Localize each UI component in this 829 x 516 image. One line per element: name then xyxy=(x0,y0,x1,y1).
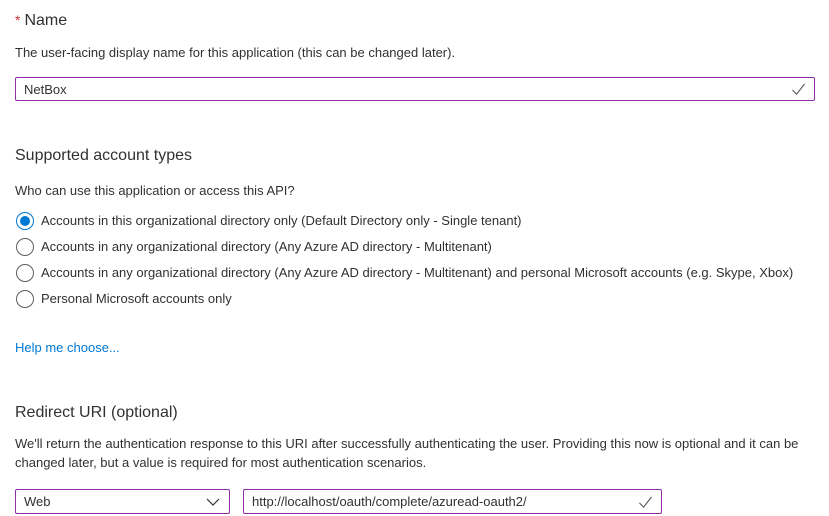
radio-label: Accounts in this organizational directory only (Default Directory only - Single tenant) xyxy=(41,213,522,228)
chevron-down-icon xyxy=(206,497,220,506)
account-types-question: Who can use this application or access this API? xyxy=(15,183,295,198)
required-asterisk: * xyxy=(15,12,21,28)
radio-label: Accounts in any organizational directory (Any Azure AD directory - Multitenant) xyxy=(41,239,492,254)
platform-select[interactable] xyxy=(15,489,230,514)
account-type-option[interactable] xyxy=(15,290,815,308)
platform-select-value: Web xyxy=(24,494,51,509)
account-type-option[interactable] xyxy=(15,212,815,230)
help-me-choose-link[interactable]: Help me choose... xyxy=(15,340,120,355)
name-input[interactable] xyxy=(15,77,815,101)
name-description: The user-facing display name for this application (this can be changed later). xyxy=(15,45,456,60)
radio-button[interactable] xyxy=(16,238,34,256)
radio-button[interactable] xyxy=(16,212,34,230)
account-type-option[interactable] xyxy=(15,264,815,282)
redirect-uri-description: We'll return the authentication response to this URI after successfully authenticating the user. Providing this now is optional and it can be changed later, but a value is required for most authentication scenarios. xyxy=(15,436,799,470)
radio-label: Personal Microsoft accounts only xyxy=(41,291,232,306)
redirect-uri-heading: Redirect URI (optional) xyxy=(15,404,178,421)
redirect-uri-input[interactable] xyxy=(243,489,662,514)
account-type-option[interactable] xyxy=(15,238,815,256)
name-label: Name xyxy=(24,12,68,29)
account-types-heading: Supported account types xyxy=(15,147,193,164)
account-types-radio-group xyxy=(15,212,815,308)
radio-button[interactable] xyxy=(16,290,34,308)
redirect-uri-input-wrap xyxy=(243,489,662,514)
radio-label: Accounts in any organizational directory (Any Azure AD directory - Multitenant) and personal Microsoft accounts (e.g. Skype, Xbox) xyxy=(41,265,794,280)
name-input-wrap xyxy=(15,77,815,101)
radio-button[interactable] xyxy=(16,264,34,282)
name-section-heading xyxy=(15,10,815,31)
